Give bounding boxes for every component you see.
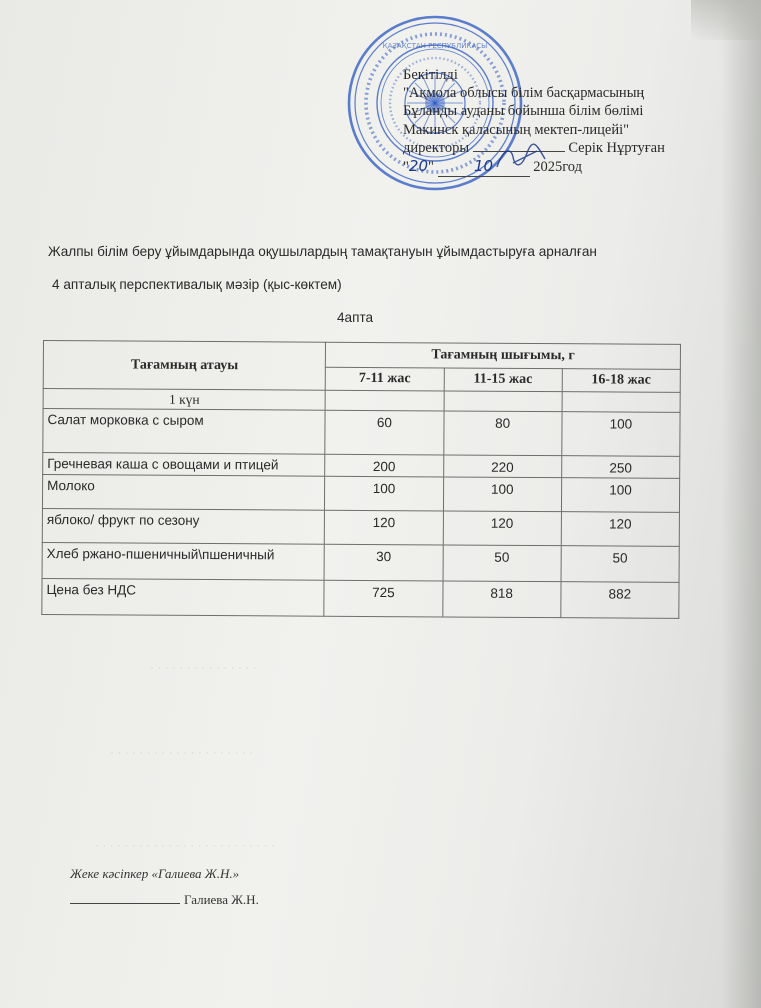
date-day: 20 bbox=[408, 157, 429, 176]
yield-value: 120 bbox=[561, 512, 679, 547]
price-value: 882 bbox=[561, 582, 679, 619]
price-value: 818 bbox=[442, 581, 560, 618]
yield-value: 100 bbox=[325, 476, 443, 511]
yield-value: 100 bbox=[562, 412, 680, 457]
approval-date: "20" 10 2025год bbox=[403, 157, 665, 177]
table-row bbox=[42, 475, 679, 513]
yield-value: 30 bbox=[324, 544, 442, 581]
dish-name: Хлеб ржано-пшеничный\пшеничный bbox=[42, 542, 325, 580]
header-age-group: 7-11 жас bbox=[326, 367, 444, 391]
approval-line: "Ақмола облысы білім басқармасының bbox=[403, 85, 645, 102]
table-row-price bbox=[42, 578, 679, 618]
table-row bbox=[42, 508, 679, 546]
bleed-through-text: · · · · · · · · · · · · · · · · · · · · bbox=[110, 745, 254, 759]
yield-value: 80 bbox=[443, 411, 561, 456]
yield-value: 200 bbox=[325, 454, 443, 477]
header-age-group: 16-18 жас bbox=[562, 369, 680, 393]
header-dish-name: Тағамның атауы bbox=[43, 341, 326, 391]
yield-value: 50 bbox=[443, 545, 561, 582]
document-subtitle: 4 апталық перспективалық мәзір (қыс-көктем) bbox=[52, 277, 342, 292]
approval-line: Бекітілді bbox=[403, 67, 458, 83]
day-label: 1 күн bbox=[43, 389, 325, 411]
bleed-through-text: · · · · · · · · · · · · · · · bbox=[150, 660, 257, 674]
page-corner bbox=[691, 0, 761, 40]
stamp-text: ҚАЗАҚСТАН РЕСПУБЛИКАСЫ bbox=[382, 42, 488, 50]
approval-line: Бұланды ауданы бойынша білім бөлімі bbox=[403, 103, 644, 120]
supplier-name: Галиева Ж.Н. bbox=[184, 892, 259, 907]
week-label: 4апта bbox=[337, 310, 374, 325]
approval-director-name: Серік Нұртуған bbox=[568, 139, 665, 156]
yield-value: 100 bbox=[443, 477, 561, 512]
table-row bbox=[42, 542, 679, 582]
supplier-signature-line bbox=[70, 892, 259, 908]
yield-value: 60 bbox=[325, 410, 443, 455]
signature-line bbox=[70, 893, 180, 904]
header-yield: Тағамның шығымы, г bbox=[326, 342, 681, 369]
approval-director-label: директоры bbox=[403, 139, 470, 156]
price-value: 725 bbox=[324, 580, 442, 617]
dish-name: яблоко/ фрукт по сезону bbox=[42, 508, 325, 544]
menu-table bbox=[41, 340, 681, 619]
date-month: 10 bbox=[474, 157, 494, 176]
yield-value: 100 bbox=[561, 478, 679, 513]
signature bbox=[493, 143, 553, 173]
dish-name: Молоко bbox=[42, 475, 325, 511]
table-row bbox=[43, 409, 680, 457]
yield-value: 120 bbox=[443, 511, 561, 546]
yield-value: 120 bbox=[325, 510, 443, 545]
supplier-label: Жеке кәсіпкер «Галиева Ж.Н.» bbox=[70, 866, 240, 881]
date-year: 2025год bbox=[533, 159, 582, 176]
price-label: Цена без НДС bbox=[42, 578, 325, 616]
yield-value: 220 bbox=[443, 455, 561, 478]
dish-name: Гречневая каша с овощами и птицей bbox=[43, 453, 326, 477]
bleed-through-text: · · · · · · · · · · · · · · · · · · · · · · · · · bbox=[95, 838, 275, 852]
document-title: Жалпы білім беру ұйымдарында оқушылардың тамақтануын ұйымдастыруға арналған bbox=[48, 244, 597, 259]
yield-value: 250 bbox=[561, 456, 679, 479]
header-age-group: 11-15 жас bbox=[444, 368, 562, 392]
yield-value: 50 bbox=[561, 546, 679, 583]
approval-line: Макинск қаласының мектеп-лицейі" bbox=[403, 121, 630, 138]
dish-name: Салат морковка с сыром bbox=[43, 409, 326, 455]
page-shadow bbox=[721, 0, 761, 1008]
